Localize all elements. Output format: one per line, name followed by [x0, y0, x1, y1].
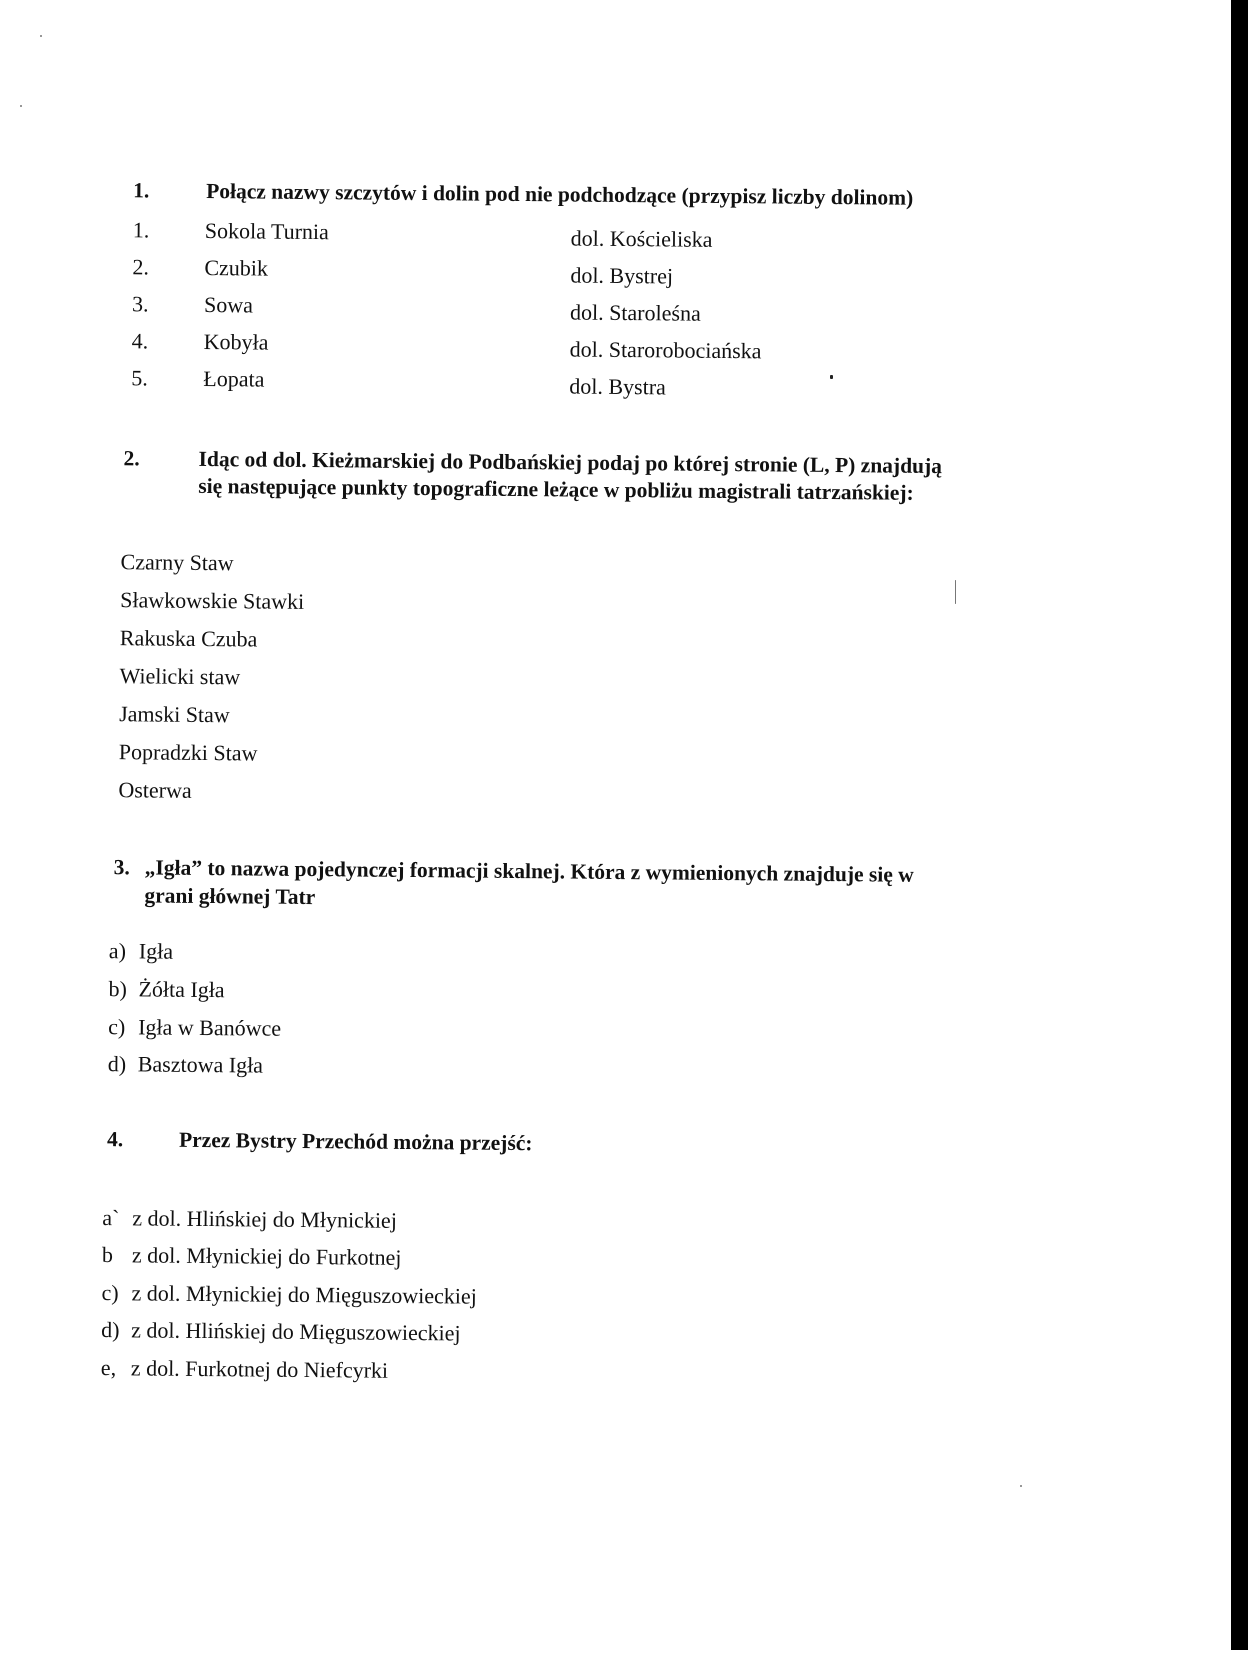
option-label: c)	[101, 1280, 119, 1306]
peak-name: Sokola Turnia	[204, 217, 330, 245]
peak-name: Czubik	[204, 254, 269, 281]
scan-speck	[1020, 1485, 1022, 1487]
q1-text: Połącz nazwy szczytów i dolin pod nie podchodzące (przypisz liczby dolinom)	[206, 178, 914, 210]
place-name: Popradzki Staw	[118, 739, 258, 766]
scan-speck	[830, 375, 833, 379]
option-text: Igła w Banówce	[138, 1014, 282, 1041]
q2-line1: Idąc od dol. Kieżmarskiej do Podbańskiej podaj po której stronie (L, P) znajdują	[198, 446, 943, 479]
option-text: z dol. Hlińskiej do Mięguszowieckiej	[131, 1317, 461, 1346]
q3-line2: grani głównej Tatr	[144, 883, 316, 910]
option-text: Igła	[138, 938, 174, 964]
option-label: d)	[107, 1051, 127, 1077]
option-text: Basztowa Igła	[137, 1051, 264, 1078]
peak-number: 5.	[131, 365, 148, 391]
scan-edge	[1231, 0, 1248, 1650]
scan-speck	[955, 580, 956, 604]
option-label: b	[101, 1242, 114, 1268]
place-name: Czarny Staw	[120, 549, 234, 576]
valley-name: dol. Bystra	[569, 373, 666, 400]
option-label: d)	[101, 1317, 120, 1343]
valley-name: dol. Staroleśna	[569, 299, 701, 326]
option-label: a)	[108, 938, 127, 964]
valley-name: dol. Kościeliska	[570, 225, 713, 252]
valley-name: dol. Starorobociańska	[569, 336, 762, 364]
q2-number: 2.	[123, 446, 140, 471]
option-text: Żółta Igła	[138, 976, 225, 1003]
peak-number: 1.	[132, 217, 150, 243]
peak-number: 4.	[131, 328, 149, 354]
place-name: Sławkowskie Stawki	[120, 587, 305, 614]
option-text: z dol. Hlińskiej do Młynickiej	[132, 1205, 398, 1233]
option-text: z dol. Furkotnej do Niefcyrki	[130, 1355, 389, 1383]
valley-name: dol. Bystrej	[570, 262, 674, 289]
option-text: z dol. Młynickiej do Furkotnej	[131, 1242, 402, 1270]
option-label: e,	[100, 1355, 117, 1381]
peak-number: 2.	[132, 254, 150, 280]
q1-number: 1.	[133, 178, 150, 203]
place-name: Wielicki staw	[119, 663, 241, 690]
peak-name: Łopata	[203, 365, 265, 392]
option-text: z dol. Młynickiej do Mięguszowieckiej	[131, 1280, 477, 1309]
scan-speck	[20, 105, 22, 107]
q3-number: 3.	[113, 855, 130, 880]
option-label: b)	[108, 976, 127, 1002]
q2-line2: się następujące punkty topograficzne leżące w pobliżu magistrali tatrzańskiej:	[198, 473, 914, 505]
q3-line1: „Igła” to nazwa pojedynczej formacji skalnej. Która z wymienionych znajduje się w	[144, 855, 914, 887]
q4-number: 4.	[106, 1127, 124, 1152]
scan-speck	[40, 35, 42, 37]
peak-number: 3.	[131, 291, 149, 317]
peak-name: Kobyła	[203, 328, 269, 355]
option-label: a`	[102, 1205, 120, 1231]
place-name: Jamski Staw	[119, 701, 230, 728]
q4-text: Przez Bystry Przechód można przejść:	[178, 1127, 533, 1156]
option-label: c)	[108, 1014, 126, 1040]
place-name: Rakuska Czuba	[119, 625, 258, 652]
peak-name: Sowa	[203, 291, 254, 318]
place-name: Osterwa	[118, 777, 192, 803]
